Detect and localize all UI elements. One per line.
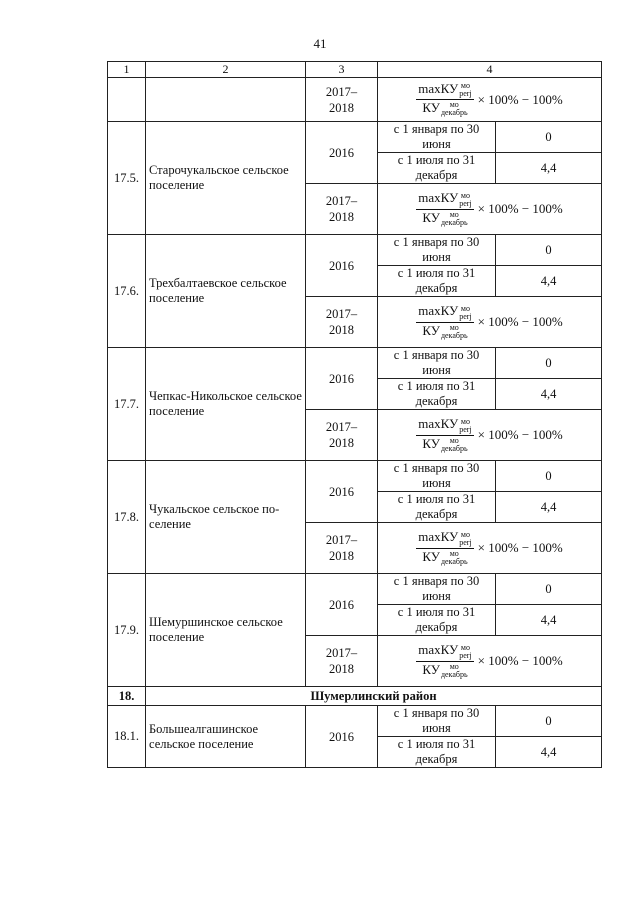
formula-tail: × 100% − 100%	[477, 653, 563, 668]
formula-den-sub: декабрь	[440, 443, 468, 453]
region-number: 18.	[108, 687, 146, 706]
num-cell	[108, 78, 146, 122]
tariff-table	[107, 61, 602, 768]
formula-cell	[378, 636, 602, 687]
value-cell: 0	[496, 122, 602, 153]
period-cell: с 1 июля по 31 декабря	[378, 492, 496, 523]
formula-den-main: КУ	[422, 548, 440, 564]
formula-num-main: maxКУ	[418, 80, 459, 96]
formula-num-main: maxКУ	[418, 416, 459, 432]
table-row	[108, 122, 602, 153]
formula-num-sub: perj	[459, 424, 472, 434]
formula-den-indices	[441, 324, 468, 340]
year-cell: 2017– 2018	[306, 410, 378, 461]
settlement-name: Чукальское сельское поселение	[146, 461, 306, 574]
formula-denominator	[420, 662, 469, 679]
period-cell: с 1 января по 30 июня	[378, 122, 496, 153]
formula-den-indices	[441, 101, 468, 117]
formula-den-sup: мо	[449, 209, 459, 219]
growth-formula	[416, 417, 563, 452]
formula-denominator	[420, 323, 469, 340]
formula-den-main: КУ	[422, 209, 440, 225]
entry-number: 17.6.	[108, 235, 146, 348]
name-cell	[146, 78, 306, 122]
formula-num-sup: мо	[460, 190, 470, 200]
formula-num-sup: мо	[460, 416, 470, 426]
year-cell: 2017– 2018	[306, 78, 378, 122]
period-cell: с 1 июля по 31 декабря	[378, 737, 496, 768]
formula-num-indices	[459, 644, 471, 660]
formula-den-sub: декабрь	[440, 556, 468, 566]
table-row	[108, 706, 602, 737]
formula-den-indices	[441, 663, 468, 679]
formula-fraction	[416, 82, 473, 117]
formula-num-indices	[459, 305, 471, 321]
formula-denominator	[420, 549, 469, 566]
formula-cell	[378, 523, 602, 574]
value-cell: 4,4	[496, 379, 602, 410]
year-cell: 2016	[306, 574, 378, 636]
formula-numerator	[416, 530, 473, 548]
growth-formula	[416, 82, 563, 117]
formula-den-indices	[441, 550, 468, 566]
formula-num-sub: perj	[459, 311, 472, 321]
formula-num-sup: мо	[460, 81, 470, 90]
table-row	[108, 78, 602, 122]
settlement-name: Чепкас-Никольское сельское поселение	[146, 348, 306, 461]
formula-tail: × 100% − 100%	[477, 91, 563, 107]
year-cell: 2017– 2018	[306, 636, 378, 687]
formula-num-indices	[459, 531, 471, 547]
formula-denominator	[420, 210, 469, 227]
year-cell: 2016	[306, 461, 378, 523]
formula-num-main: maxКУ	[418, 642, 459, 658]
header-row	[108, 62, 602, 78]
entry-number: 17.9.	[108, 574, 146, 687]
col-header-1: 1	[108, 62, 146, 78]
growth-formula	[416, 643, 563, 678]
value-cell: 0	[496, 706, 602, 737]
value-cell: 4,4	[496, 492, 602, 523]
region-row	[108, 687, 602, 706]
period-cell: с 1 июля по 31 декабря	[378, 266, 496, 297]
value-cell: 4,4	[496, 737, 602, 768]
formula-tail: × 100% − 100%	[477, 314, 563, 329]
period-cell: с 1 января по 30 июня	[378, 574, 496, 605]
period-cell: с 1 июля по 31 декабря	[378, 605, 496, 636]
formula-den-indices	[441, 437, 468, 453]
col-header-2: 2	[146, 62, 306, 78]
period-cell: с 1 июля по 31 декабря	[378, 379, 496, 410]
growth-formula	[416, 304, 563, 339]
value-cell: 0	[496, 461, 602, 492]
formula-den-sub: декабрь	[440, 330, 468, 340]
formula-num-sub: perj	[459, 650, 472, 660]
period-cell: с 1 января по 30 июня	[378, 235, 496, 266]
period-cell: с 1 января по 30 июня	[378, 348, 496, 379]
formula-den-sup: мо	[449, 661, 459, 671]
entry-number: 17.7.	[108, 348, 146, 461]
year-cell: 2017– 2018	[306, 297, 378, 348]
region-title: Шумерлинский район	[146, 687, 602, 706]
year-cell: 2016	[306, 348, 378, 410]
year-cell: 2017– 2018	[306, 523, 378, 574]
formula-tail: × 100% − 100%	[477, 427, 563, 442]
col-header-3: 3	[306, 62, 378, 78]
formula-num-sup: мо	[460, 529, 470, 539]
table-row	[108, 461, 602, 492]
settlement-name: Шемуршинское сельское поселение	[146, 574, 306, 687]
formula-cell	[378, 410, 602, 461]
formula-numerator	[416, 191, 473, 209]
formula-num-sub: perj	[459, 198, 472, 208]
formula-fraction	[416, 530, 473, 565]
formula-numerator	[416, 643, 473, 661]
settlement-name: Старочукальское сельское поселение	[146, 122, 306, 235]
formula-fraction	[416, 643, 473, 678]
year-cell: 2017– 2018	[306, 184, 378, 235]
entry-number: 18.1.	[108, 706, 146, 768]
year-cell: 2016	[306, 235, 378, 297]
table-body	[108, 62, 602, 768]
formula-numerator	[416, 304, 473, 322]
formula-den-sub: декабрь	[440, 108, 468, 118]
formula-num-indices	[459, 192, 471, 208]
formula-den-indices	[441, 211, 468, 227]
formula-den-sub: декабрь	[440, 669, 468, 679]
value-cell: 0	[496, 235, 602, 266]
formula-tail: × 100% − 100%	[477, 201, 563, 216]
value-cell: 4,4	[496, 605, 602, 636]
formula-den-sub: декабрь	[440, 217, 468, 227]
formula-cell	[378, 184, 602, 235]
formula-den-sup: мо	[449, 322, 459, 332]
formula-den-sup: мо	[449, 435, 459, 445]
growth-formula	[416, 191, 563, 226]
formula-den-main: КУ	[422, 322, 440, 338]
formula-cell	[378, 78, 602, 122]
formula-den-main: КУ	[422, 435, 440, 451]
formula-num-sub: perj	[459, 89, 472, 98]
settlement-name: Большеалгашинское сельское поселение	[146, 706, 306, 768]
formula-fraction	[416, 304, 473, 339]
formula-fraction	[416, 417, 473, 452]
table-row	[108, 348, 602, 379]
value-cell: 0	[496, 574, 602, 605]
formula-den-sup: мо	[449, 100, 459, 110]
col-header-4: 4	[378, 62, 602, 78]
formula-denominator	[420, 436, 469, 453]
table-row	[108, 235, 602, 266]
value-cell: 4,4	[496, 266, 602, 297]
formula-num-main: maxКУ	[418, 190, 459, 206]
formula-fraction	[416, 191, 473, 226]
entry-number: 17.8.	[108, 461, 146, 574]
formula-num-sup: мо	[460, 642, 470, 652]
period-cell: с 1 июля по 31 декабря	[378, 153, 496, 184]
formula-den-sup: мо	[449, 548, 459, 558]
period-cell: с 1 января по 30 июня	[378, 706, 496, 737]
formula-den-main: КУ	[422, 661, 440, 677]
entry-number: 17.5.	[108, 122, 146, 235]
formula-tail: × 100% − 100%	[477, 540, 563, 555]
formula-num-indices	[459, 418, 471, 434]
growth-formula	[416, 530, 563, 565]
page-number: 41	[313, 36, 327, 51]
formula-numerator	[416, 417, 473, 435]
period-cell: с 1 января по 30 июня	[378, 461, 496, 492]
settlement-name: Трехбалтаевское сельское поселение	[146, 235, 306, 348]
table-row	[108, 574, 602, 605]
formula-num-sup: мо	[460, 303, 470, 313]
value-cell: 4,4	[496, 153, 602, 184]
formula-num-main: maxКУ	[418, 303, 459, 319]
formula-num-main: maxКУ	[418, 529, 459, 545]
year-cell: 2016	[306, 122, 378, 184]
year-cell: 2016	[306, 706, 378, 768]
formula-num-sub: perj	[459, 537, 472, 547]
formula-numerator	[416, 82, 473, 100]
formula-num-indices	[459, 82, 471, 98]
formula-den-main: КУ	[422, 100, 440, 115]
value-cell: 0	[496, 348, 602, 379]
formula-cell	[378, 297, 602, 348]
formula-denominator	[420, 100, 469, 117]
